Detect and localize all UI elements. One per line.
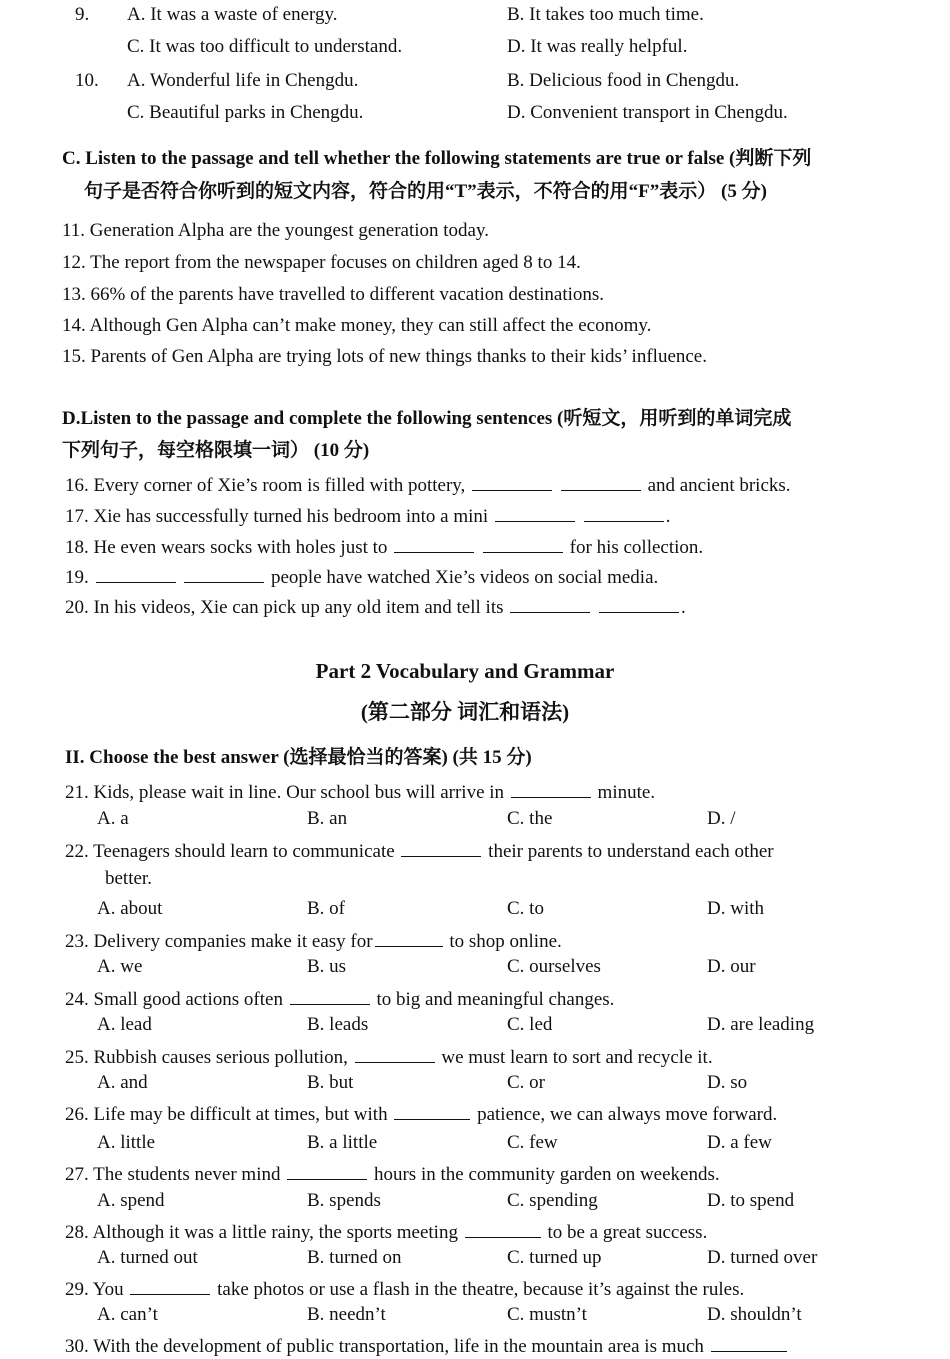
blank-16-1[interactable]: [472, 471, 552, 491]
sentence-16: [65, 471, 791, 498]
blank-24[interactable]: [290, 985, 370, 1005]
blank-23[interactable]: [375, 927, 443, 947]
q21-option-d[interactable]: D. /: [707, 808, 736, 829]
q10-number: 10.: [75, 70, 99, 91]
sentence-17: [65, 502, 670, 529]
q10-option-d: D. Convenient transport in Chengdu.: [507, 102, 788, 123]
q9-number: 9.: [75, 4, 90, 25]
section-d-heading-line2: 下列句子，每空格限填一词） (10 分): [62, 440, 370, 461]
question-21-start: 21. Kids, please wait in line. Our school bus will arrive in: [65, 782, 505, 803]
blank-26[interactable]: [394, 1100, 470, 1120]
q27-option-a[interactable]: A. spend: [97, 1190, 165, 1211]
question-24-end: to big and meaningful changes.: [376, 989, 615, 1010]
q21-option-b[interactable]: B. an: [307, 808, 348, 829]
q23-option-c[interactable]: C. ourselves: [507, 956, 601, 977]
q26-option-d[interactable]: D. a few: [707, 1132, 772, 1153]
blank-18-2[interactable]: [483, 533, 563, 553]
blank-21[interactable]: [511, 778, 591, 798]
question-27: [65, 1160, 720, 1187]
q28-option-b[interactable]: B. turned on: [307, 1247, 402, 1268]
q25-option-b[interactable]: B. but: [307, 1072, 354, 1093]
sentence-20: [65, 593, 686, 620]
blank-17-1[interactable]: [495, 502, 575, 522]
blank-16-2[interactable]: [561, 471, 641, 491]
q24-option-d[interactable]: D. are leading: [707, 1014, 815, 1035]
question-22-end: their parents to understand each other: [488, 841, 774, 862]
question-22-continued: better.: [105, 868, 152, 889]
sentence-19: [65, 563, 658, 590]
blank-28[interactable]: [465, 1218, 541, 1238]
q25-option-c[interactable]: C. or: [507, 1072, 545, 1093]
q27-option-d[interactable]: D. to spend: [707, 1190, 795, 1211]
q26-option-c[interactable]: C. few: [507, 1132, 558, 1153]
blank-20-1[interactable]: [510, 593, 590, 613]
q21-option-a[interactable]: A. a: [97, 808, 129, 829]
question-23: [65, 927, 562, 954]
blank-18-1[interactable]: [394, 533, 474, 553]
section-d-heading-line1: D.Listen to the passage and complete the following sentences (听短文，用听到的单词完成: [62, 408, 792, 429]
q9-option-a: A. It was a waste of energy.: [127, 4, 338, 25]
sentence-18: [65, 533, 703, 560]
sentence-17-end: .: [665, 506, 671, 527]
q22-option-c[interactable]: C. to: [507, 898, 544, 919]
statement-15: 15. Parents of Gen Alpha are trying lots of new things thanks to their kids’ influence.: [62, 346, 707, 367]
question-29: [65, 1275, 744, 1302]
q27-option-c[interactable]: C. spending: [507, 1190, 598, 1211]
question-22: [65, 837, 774, 864]
q27-option-b[interactable]: B. spends: [307, 1190, 381, 1211]
question-22-start: 22. Teenagers should learn to communicate: [65, 841, 395, 862]
q23-option-b[interactable]: B. us: [307, 956, 347, 977]
sentence-18-start: 18. He even wears socks with holes just to: [65, 537, 388, 558]
blank-17-2[interactable]: [584, 502, 664, 522]
section-c-heading-line2: 句子是否符合你听到的短文内容，符合的用“T”表示，不符合的用“F”表示） (5 分): [84, 181, 767, 202]
q9-option-b: B. It takes too much time.: [507, 4, 704, 25]
question-26-end: patience, we can always move forward.: [477, 1104, 778, 1125]
question-28-start: 28. Although it was a little rainy, the sports meeting: [65, 1222, 458, 1243]
question-23-end: to shop online.: [449, 931, 562, 952]
blank-29[interactable]: [130, 1275, 210, 1295]
sentence-18-end: for his collection.: [569, 537, 704, 558]
q24-option-a[interactable]: A. lead: [97, 1014, 152, 1035]
question-25: [65, 1043, 713, 1070]
question-25-start: 25. Rubbish causes serious pollution,: [65, 1047, 348, 1068]
q9-option-d: D. It was really helpful.: [507, 36, 688, 57]
q26-option-b[interactable]: B. a little: [307, 1132, 378, 1153]
question-27-start: 27. The students never mind: [65, 1164, 281, 1185]
q28-option-d[interactable]: D. turned over: [707, 1247, 818, 1268]
question-21-end: minute.: [597, 782, 656, 803]
q24-option-c[interactable]: C. led: [507, 1014, 553, 1035]
sentence-19-start: 19.: [65, 567, 89, 588]
question-23-start: 23. Delivery companies make it easy for: [65, 931, 373, 952]
q25-option-d[interactable]: D. so: [707, 1072, 748, 1093]
question-21: [65, 778, 655, 805]
q22-option-b[interactable]: B. of: [307, 898, 345, 919]
q26-option-a[interactable]: A. little: [97, 1132, 156, 1153]
blank-19-1[interactable]: [96, 563, 176, 583]
question-28-end: to be a great success.: [547, 1222, 708, 1243]
question-29-start: 29. You: [65, 1279, 124, 1300]
statement-12: 12. The report from the newspaper focuses on children aged 8 to 14.: [62, 252, 581, 273]
q25-option-a[interactable]: A. and: [97, 1072, 148, 1093]
question-25-end: we must learn to sort and recycle it.: [441, 1047, 713, 1068]
blank-30[interactable]: [711, 1332, 787, 1352]
part2-subtitle: (第二部分 词汇和语法): [360, 700, 570, 724]
q28-option-c[interactable]: C. turned up: [507, 1247, 602, 1268]
question-30: [65, 1332, 789, 1359]
question-28: [65, 1218, 707, 1245]
q29-option-b[interactable]: B. needn’t: [307, 1304, 386, 1325]
q10-option-c: C. Beautiful parks in Chengdu.: [127, 102, 364, 123]
sentence-20-end: .: [681, 597, 686, 618]
sentence-20-start: 20. In his videos, Xie can pick up any old item and tell its: [65, 597, 504, 618]
blank-25[interactable]: [355, 1043, 435, 1063]
sentence-16-start: 16. Every corner of Xie’s room is filled with pottery,: [65, 475, 466, 496]
sentence-19-end: people have watched Xie’s videos on social media.: [271, 567, 659, 588]
blank-19-2[interactable]: [184, 563, 264, 583]
statement-11: 11. Generation Alpha are the youngest generation today.: [62, 220, 490, 241]
blank-27[interactable]: [287, 1160, 367, 1180]
question-26: [65, 1100, 777, 1127]
statement-13: 13. 66% of the parents have travelled to different vacation destinations.: [62, 284, 605, 305]
blank-22[interactable]: [401, 837, 481, 857]
q29-option-c[interactable]: C. mustn’t: [507, 1304, 587, 1325]
q24-option-b[interactable]: B. leads: [307, 1014, 369, 1035]
sentence-17-start: 17. Xie has successfully turned his bedroom into a mini: [65, 506, 489, 527]
q29-option-a[interactable]: A. can’t: [97, 1304, 158, 1325]
q22-option-d[interactable]: D. with: [707, 898, 764, 919]
q29-option-d[interactable]: D. shouldn’t: [707, 1304, 802, 1325]
question-30-start: 30. With the development of public transportation, life in the mountain area is much: [65, 1336, 704, 1357]
section-ii-heading: II. Choose the best answer (选择最恰当的答案) (共 15 分): [65, 747, 532, 768]
q10-option-a: A. Wonderful life in Chengdu.: [127, 70, 359, 91]
q21-option-c[interactable]: C. the: [507, 808, 553, 829]
q23-option-d[interactable]: D. our: [707, 956, 756, 977]
question-26-start: 26. Life may be difficult at times, but with: [65, 1104, 388, 1125]
q28-option-a[interactable]: A. turned out: [97, 1247, 198, 1268]
question-27-end: hours in the community garden on weekends.: [373, 1164, 720, 1185]
q22-option-a[interactable]: A. about: [97, 898, 163, 919]
q9-option-c: C. It was too difficult to understand.: [127, 36, 403, 57]
blank-20-2[interactable]: [599, 593, 679, 613]
statement-14: 14. Although Gen Alpha can’t make money, they can still affect the economy.: [62, 315, 652, 336]
question-24: [65, 985, 614, 1012]
q10-option-b: B. Delicious food in Chengdu.: [507, 70, 740, 91]
section-c-heading-line1: C. Listen to the passage and tell whether the following statements are true or false (判断下列: [62, 148, 812, 169]
question-24-start: 24. Small good actions often: [65, 989, 283, 1010]
sentence-16-end: and ancient bricks.: [647, 475, 791, 496]
q23-option-a[interactable]: A. we: [97, 956, 143, 977]
part2-title: Part 2 Vocabulary and Grammar: [315, 659, 615, 683]
question-29-end: take photos or use a flash in the theatre, because it’s against the rules.: [217, 1279, 745, 1300]
